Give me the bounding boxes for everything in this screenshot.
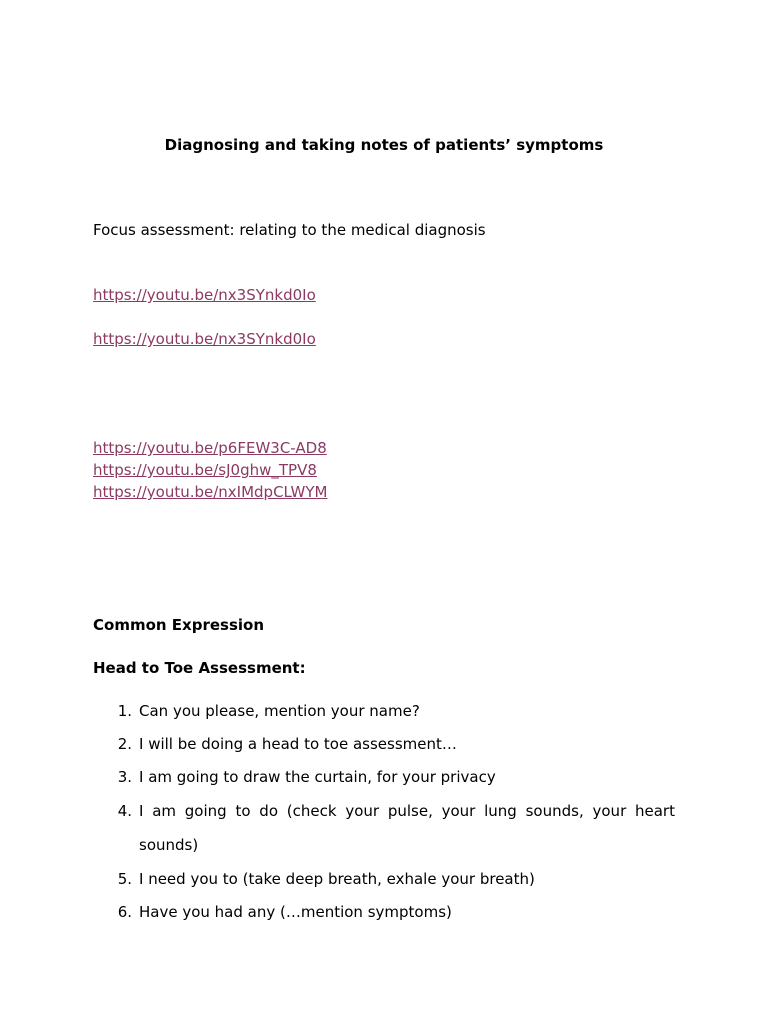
document-title: Diagnosing and taking notes of patients’ symptoms [164,136,604,154]
common-expression-heading: Common Expression [93,616,264,634]
youtube-link-1[interactable]: https://youtu.be/nx3SYnkd0Io [93,286,316,304]
list-text: I am going to draw the curtain, for your privacy [139,768,496,786]
list-text: I need you to (take deep breath, exhale your breath) [139,870,535,888]
list-number: 4. [117,802,132,820]
focus-assessment-heading: Focus assessment: relating to the medical diagnosis [93,221,486,239]
list-text: Can you please, mention your name? [139,702,420,720]
youtube-link-3[interactable]: https://youtu.be/p6FEW3C-AD8 [93,439,327,457]
head-to-toe-heading: Head to Toe Assessment: [93,659,306,677]
list-number: 6. [117,903,132,921]
list-number: 3. [117,768,132,786]
list-text-continuation: sounds) [139,836,199,854]
list-number: 1. [117,702,132,720]
list-number: 5. [117,870,132,888]
list-text: I will be doing a head to toe assessment… [139,735,457,753]
youtube-link-2[interactable]: https://youtu.be/nx3SYnkd0Io [93,330,316,348]
list-text: Have you had any (…mention symptoms) [139,903,452,921]
youtube-link-5[interactable]: https://youtu.be/nxIMdpCLWYM [93,483,328,501]
list-text: I am going to do (check your pulse, your lung sounds, your heart [139,802,675,820]
list-number: 2. [117,735,132,753]
youtube-link-4[interactable]: https://youtu.be/sJ0ghw_TPV8 [93,461,317,479]
